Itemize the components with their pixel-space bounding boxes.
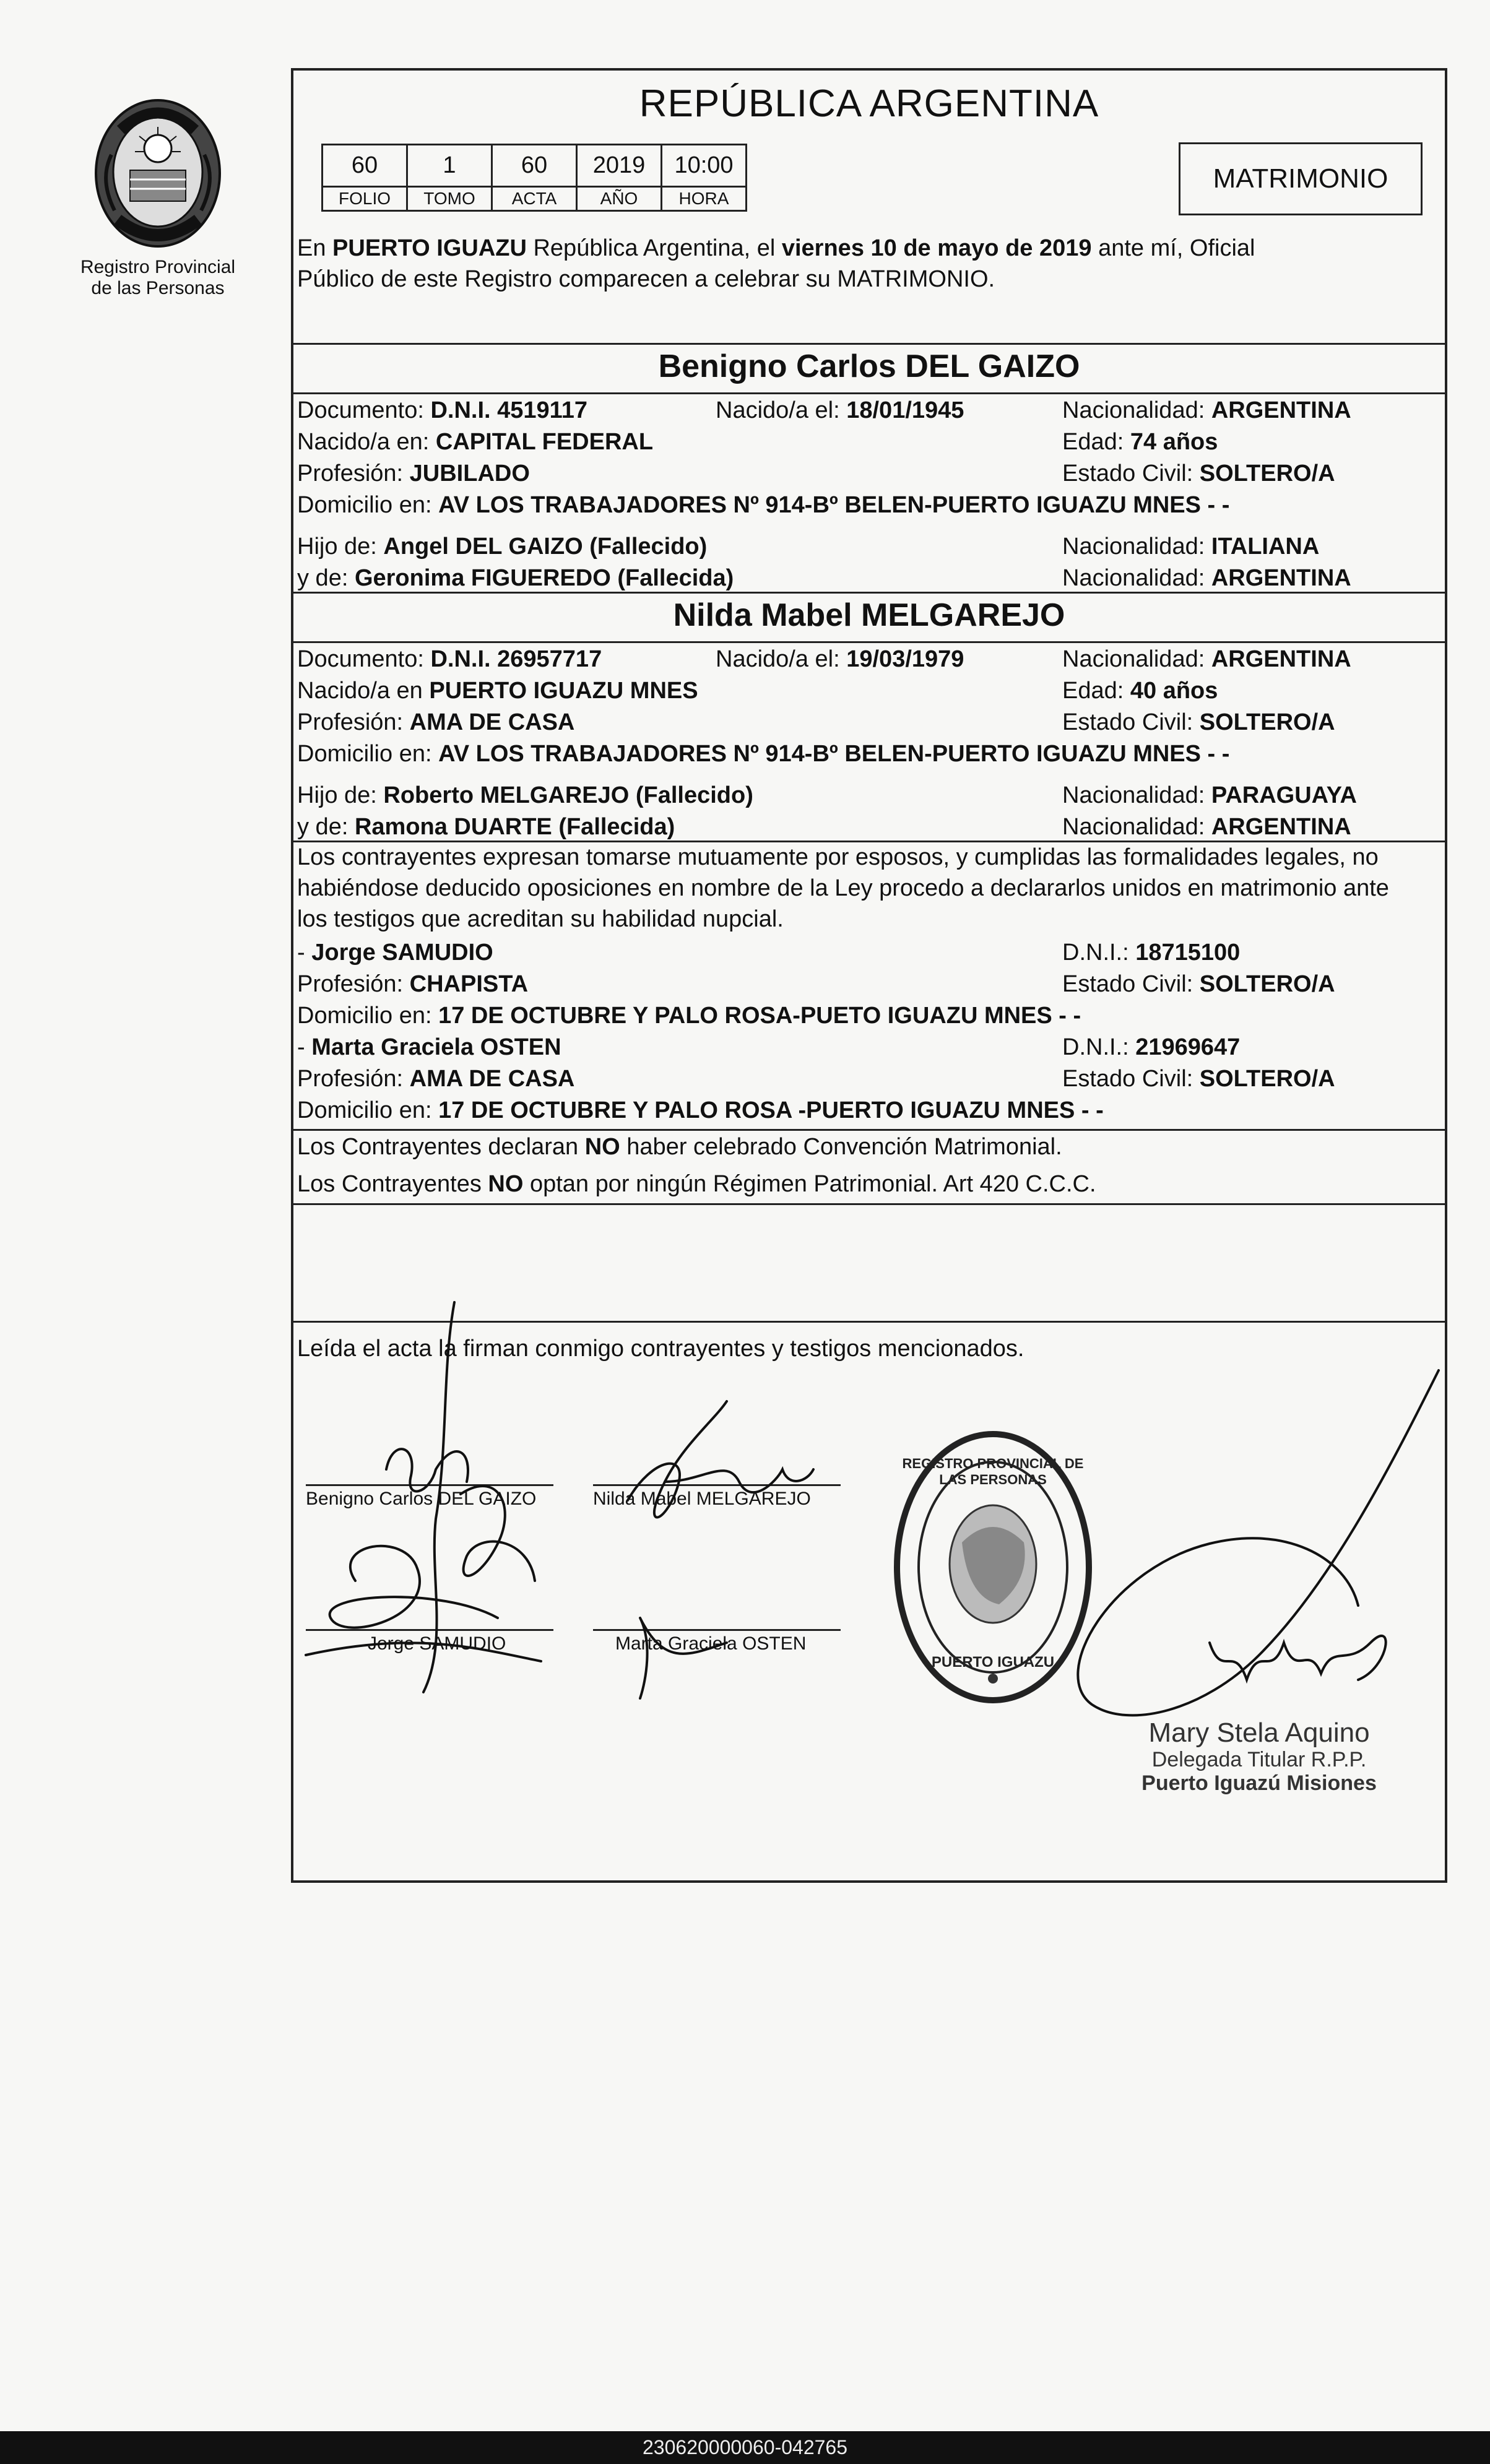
w2-address [297,1095,1104,1126]
p1-nat-value: ARGENTINA [1211,397,1351,423]
p2-address [297,738,1229,769]
p2-father-nat-value: PARAGUAYA [1211,782,1357,808]
label: Domicilio en: [297,1003,439,1029]
folio-label: FOLIO [323,186,406,210]
p1-father-value: Angel DEL GAIZO (Fallecido) [383,534,708,560]
document-title: REPÚBLICA ARGENTINA [639,82,1099,125]
intro-text: En [297,235,333,261]
convention-line1 [297,1131,1442,1162]
intro-place: PUERTO IGUAZU [332,235,527,261]
label: - [297,1034,312,1060]
tomo-value: 1 [443,152,456,178]
p1-mother-value: Geronima FIGUEREDO (Fallecida) [354,565,734,591]
divider [293,592,1445,594]
stamp-ring-text: REGISTRO PROVINCIAL DE LAS PERSONAS [902,1456,1084,1487]
label: Profesión: [297,460,410,486]
p2-born-value: PUERTO IGUAZU MNES [429,678,698,704]
tomo-cell [406,144,493,212]
emphasis: NO [488,1171,524,1197]
p2-mother-nat-value: ARGENTINA [1211,814,1351,840]
p1-birthdate [716,395,964,426]
w2-dni [1062,1032,1240,1063]
hour-cell [661,144,747,212]
signature-line-jorge: Jorge SAMUDIO [306,1629,553,1654]
convention-line2 [297,1169,1442,1200]
w2-civil-value: SOLTERO/A [1199,1066,1335,1092]
acta-cell [491,144,578,212]
label: Estado Civil: [1062,709,1200,735]
p2-civil-status [1062,707,1335,738]
label: - [297,940,312,966]
label: Nacido/a el: [716,397,847,423]
w1-name-value: Jorge SAMUDIO [311,940,493,966]
p2-nationality [1062,644,1351,675]
label: Nacido/a el: [716,646,847,672]
year-value: 2019 [592,152,646,178]
acta-label: ACTA [493,186,576,210]
tomo-label: TOMO [408,186,491,210]
seal-label-line2: de las Personas [91,278,225,298]
declaration-line: habiéndose deducido oposiciones en nombre de la Ley procedo a declararlos unidos en matrimonio ante [297,875,1389,901]
declaration-paragraph [297,842,1442,935]
p2-mother-value: Ramona DUARTE (Fallecida) [354,814,675,840]
p2-profession [297,707,574,738]
declaration-line: Los contrayentes expresan tomarse mutuamente por esposos, y cumplidas las formalidades legales, no [297,844,1379,870]
label: Documento: [297,397,431,423]
p2-birth-value: 19/03/1979 [846,646,964,672]
w1-name [297,937,493,968]
p1-father-nat-value: ITALIANA [1211,534,1320,560]
w2-dom-value: 17 DE OCTUBRE Y PALO ROSA -PUERTO IGUAZU MNES - - [438,1097,1104,1123]
p2-mother-nationality [1062,811,1351,842]
label: D.N.I.: [1062,940,1136,966]
folio-cell [321,144,408,212]
hour-label: HORA [662,186,745,210]
registry-round-stamp [888,1419,1098,1716]
p2-father-nationality [1062,780,1357,811]
folio-value: 60 [351,152,378,178]
p1-father [297,531,707,562]
seal-label-line1: Registro Provincial [80,257,236,277]
w2-name-value: Marta Graciela OSTEN [311,1034,561,1060]
p2-mother [297,811,675,842]
divider [293,1203,1445,1205]
person2-name-heading: Nilda Mabel MELGAREJO [673,597,1065,633]
divider [293,1129,1445,1131]
p2-prof-value: AMA DE CASA [409,709,575,735]
emphasis: NO [584,1134,620,1160]
marriage-certificate [291,68,1447,1883]
label: Nacionalidad: [1062,782,1211,808]
p2-civil-value: SOLTERO/A [1199,709,1335,735]
p2-doc-value: D.N.I. 26957717 [430,646,602,672]
p2-nat-value: ARGENTINA [1211,646,1351,672]
w2-name [297,1032,561,1063]
p1-mother-nationality [1062,563,1351,594]
p1-mother-nat-value: ARGENTINA [1211,565,1351,591]
label: Nacido/a en [297,678,430,704]
w1-profession [297,969,528,1000]
document-id-footer: 230620000060-042765 [0,2431,1490,2464]
label: Profesión: [297,1066,410,1092]
hour-value: 10:00 [674,152,734,178]
label: Domicilio en: [297,741,439,767]
p2-birthplace [297,675,698,706]
convention-statements [297,1131,1442,1200]
p1-address [297,490,1229,521]
label: Domicilio en: [297,492,439,518]
label: Edad: [1062,678,1130,704]
p1-doc-value: D.N.I. 4519117 [430,397,587,423]
misiones-seal-icon [87,93,229,254]
label: Documento: [297,646,431,672]
label: Estado Civil: [1062,460,1200,486]
p1-prof-value: JUBILADO [409,460,530,486]
p1-nationality [1062,395,1351,426]
p1-civil-value: SOLTERO/A [1199,460,1335,486]
document-type-box: MATRIMONIO [1179,142,1423,215]
p1-born-value: CAPITAL FEDERAL [435,429,654,455]
declaration-line: los testigos que acreditan su habilidad nupcial. [297,906,784,932]
p1-dom-value: AV LOS TRABAJADORES Nº 914-Bº BELEN-PUERTO IGUAZU MNES - - [438,492,1230,518]
text: Los Contrayentes declaran [297,1134,585,1160]
label: Nacionalidad: [1062,534,1211,560]
divider [293,641,1445,643]
text: haber celebrado Convención Matrimonial. [620,1134,1062,1160]
divider [293,392,1445,394]
label: Domicilio en: [297,1097,439,1123]
label: Estado Civil: [1062,971,1200,997]
label: y de: [297,565,355,591]
official-place: Puerto Iguazú Misiones [1141,1771,1377,1795]
p2-dom-value: AV LOS TRABAJADORES Nº 914-Bº BELEN-PUERTO IGUAZU MNES - - [438,741,1230,767]
text: Los Contrayentes [297,1171,488,1197]
w2-civil-status [1062,1063,1335,1094]
p2-age [1062,675,1218,706]
label: Nacionalidad: [1062,814,1211,840]
signature-line-benigno: Benigno Carlos DEL GAIZO [306,1484,553,1510]
label: Nacionalidad: [1062,565,1211,591]
province-seal [74,93,241,299]
label: Estado Civil: [1062,1066,1200,1092]
signature-line-marta: Marta Graciela OSTEN [593,1629,841,1654]
label: Nacionalidad: [1062,397,1211,423]
w2-prof-value: AMA DE CASA [409,1066,575,1092]
w2-dni-value: 21969647 [1135,1034,1241,1060]
w1-prof-value: CHAPISTA [409,971,529,997]
w1-dom-value: 17 DE OCTUBRE Y PALO ROSA-PUETO IGUAZU MNES - - [438,1003,1081,1029]
divider [293,343,1445,345]
intro-line2: Público de este Registro comparecen a celebrar su MATRIMONIO. [297,266,995,292]
p1-document [297,395,587,426]
official-name: Mary Stela Aquino [1148,1718,1370,1748]
label: D.N.I.: [1062,1034,1136,1060]
year-label: AÑO [578,186,661,210]
p1-civil-status [1062,458,1335,489]
signature-line-nilda: Nilda Mabel MELGAREJO [593,1484,841,1510]
label: y de: [297,814,355,840]
p2-father [297,780,753,811]
w2-profession [297,1063,574,1094]
intro-date: viernes 10 de mayo de 2019 [781,235,1092,261]
p1-age [1062,426,1218,457]
label: Nacido/a en: [297,429,436,455]
p1-mother [297,563,734,594]
label: Edad: [1062,429,1130,455]
label: Hijo de: [297,534,384,560]
p2-father-value: Roberto MELGAREJO (Fallecido) [383,782,753,808]
p1-age-value: 74 años [1130,429,1218,455]
label: Profesión: [297,709,410,735]
p1-father-nationality [1062,531,1319,562]
p1-birthplace [297,426,653,457]
intro-text: República Argentina, el [526,235,782,261]
record-reference-table [321,144,745,212]
person1-name-heading: Benigno Carlos DEL GAIZO [658,348,1080,384]
p2-birthdate [716,644,964,675]
official-role: Delegada Titular R.P.P. [1151,1748,1367,1771]
p2-age-value: 40 años [1130,678,1218,704]
w1-civil-value: SOLTERO/A [1199,971,1335,997]
year-cell [576,144,662,212]
p2-document [297,644,602,675]
acta-value: 60 [521,152,548,178]
p1-profession [297,458,530,489]
w1-dni [1062,937,1240,968]
label: Nacionalidad: [1062,646,1211,672]
w1-address [297,1000,1081,1031]
stamp-inner-text: PUERTO IGUAZU [931,1654,1055,1671]
handwritten-signatures-icon [293,1296,1445,1766]
label: Hijo de: [297,782,384,808]
p1-birth-value: 18/01/1945 [846,397,964,423]
intro-text: ante mí, Oficial [1091,235,1255,261]
label: Profesión: [297,971,410,997]
w1-dni-value: 18715100 [1135,940,1241,966]
w1-civil-status [1062,969,1335,1000]
intro-paragraph [297,233,1442,295]
text: optan por ningún Régimen Patrimonial. Art 420 C.C.C. [523,1171,1096,1197]
closing-statement: Leída el acta la firman conmigo contrayentes y testigos mencionados. [297,1336,1024,1362]
official-stamp [1086,1718,1432,1795]
